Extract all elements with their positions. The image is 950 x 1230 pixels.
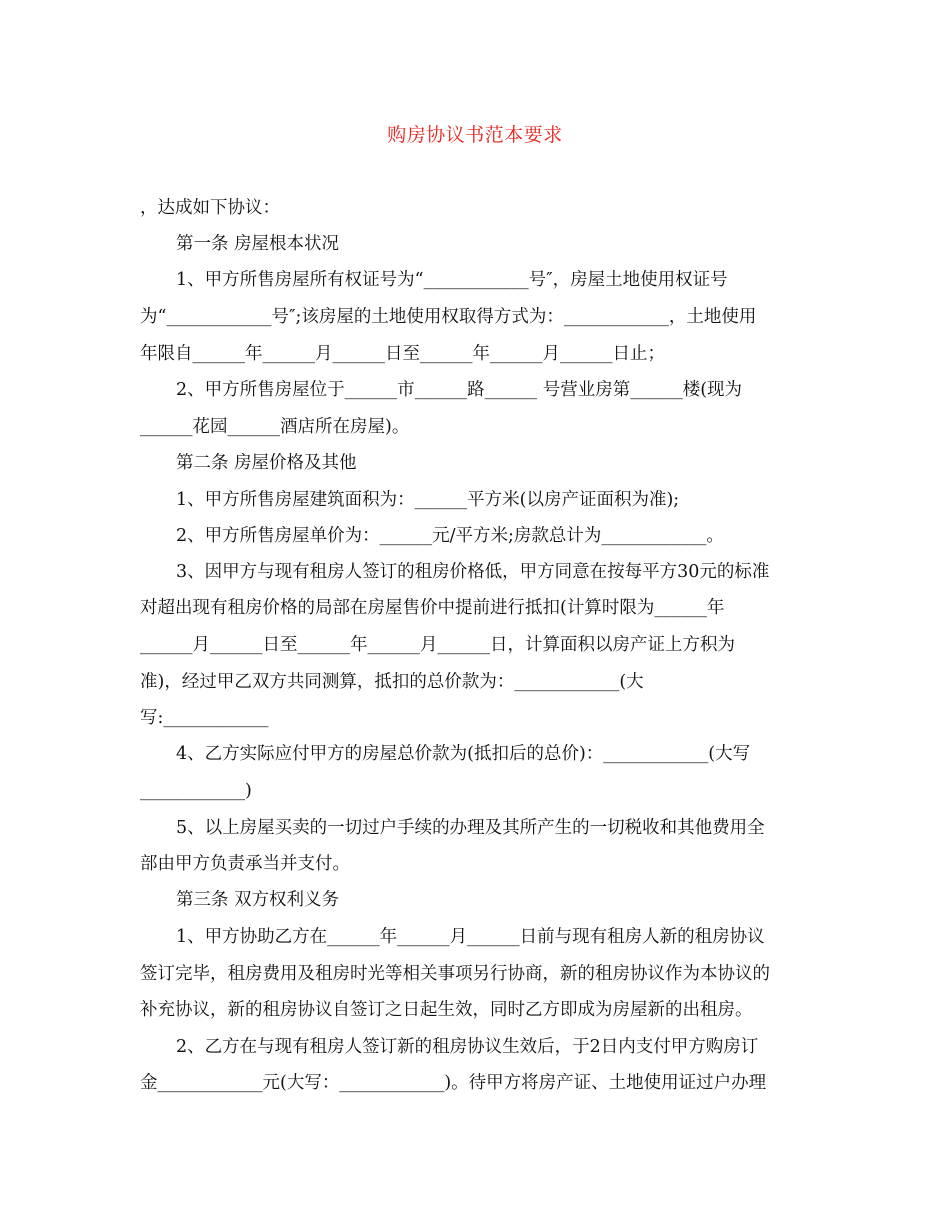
text-line: 补充协议，新的租房协议自签订之日起生效，同时乙方即成为房屋新的出租房。 [140,1000,753,1020]
text-line: 写:____________ [140,708,269,728]
text-line: 为“____________号″;该房屋的土地使用权取得方式为：____________，土地使用 [140,307,757,327]
text-line: 2、甲方所售房屋位于______市______路______ 号营业房第______楼(现为 [176,380,743,400]
text-line: 签订完毕，租房费用及租房时光等相关事项另行协商，新的租房协议作为本协议的 [140,964,770,984]
text-line: 准)，经过甲乙双方共同测算，抵扣的总价款为：____________(大 [140,672,644,692]
text-line: 5、以上房屋买卖的一切过户手续的办理及其所产生的一切税收和其他费用全 [176,818,765,838]
text-line: 年限自______年______月______日至______年______月______日止； [140,344,665,364]
text-line: 1、甲方所售房屋建筑面积为：______平方米(以房产证面积为准); [176,490,680,510]
text-line: 2、甲方所售房屋单价为：______元/平方米;房款总计为____________。 [176,526,724,546]
text-line: 4、乙方实际应付甲方的房屋总价款为(抵扣后的总价)：____________(大写 [176,744,751,764]
text-line: 1、甲方协助乙方在______年______月______日前与现有租房人新的租房协议 [176,927,765,947]
section-heading: 第一条 房屋根本状况 [176,234,340,254]
text-line: ______花园______酒店所在房屋)。 [140,417,410,437]
text-line: ，达成如下协议： [140,198,280,218]
text-line: ____________) [140,781,252,801]
text-line: 部由甲方负责承当并支付。 [140,854,350,874]
text-line: 2、乙方在与现有租房人签订新的租房协议生效后，于2日内支付甲方购房订 [176,1037,759,1057]
section-heading: 第三条 双方权利义务 [176,890,340,910]
text-line: 3、因甲方与现有租房人签订的租房价格低，甲方同意在按每平方30元的标准 [176,562,770,582]
text-line: 对超出现有租房价格的局部在房屋售价中提前进行抵扣(计算时限为______年 [140,598,725,618]
text-line: 1、甲方所售房屋所有权证号为“____________号″，房屋土地使用权证号 [176,270,728,290]
section-heading: 第二条 房屋价格及其他 [176,453,357,473]
text-line: ______月______日至______年______月______日，计算面积以房产证上方积为 [140,635,735,655]
text-line: 金____________元(大写：____________)。待甲方将房产证、土地使用证过户办理 [140,1073,767,1093]
page-title: 购房协议书范本要求 [387,124,563,146]
